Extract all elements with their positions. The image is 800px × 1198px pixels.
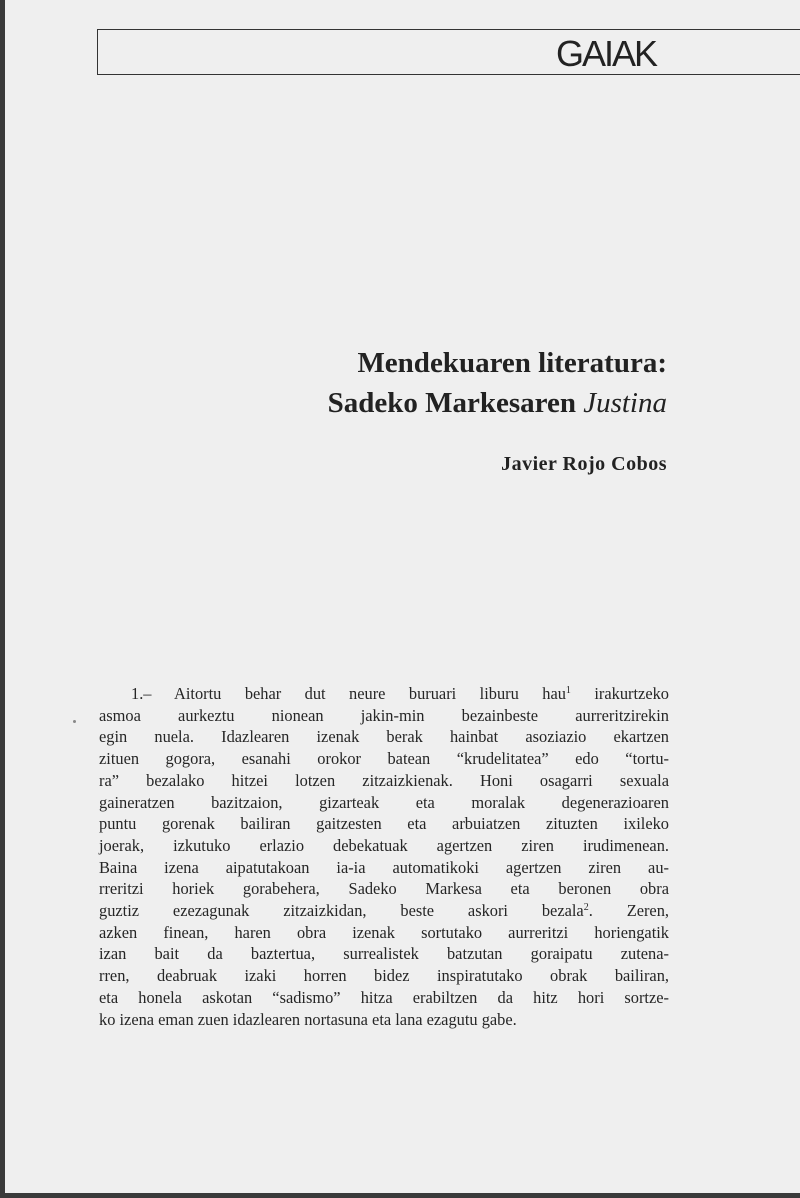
title-line-2 — [328, 383, 667, 423]
body-line — [99, 900, 669, 922]
footnote-marker: 2 — [583, 902, 589, 914]
body-line — [99, 705, 669, 727]
body-line — [99, 792, 669, 814]
section-label: GAIAK — [556, 33, 657, 74]
body-line-text: ra” bezalako hitzei lotzen zitzaizkienak. Honi osagarri sexuala — [99, 770, 669, 790]
body-line — [99, 683, 669, 705]
footnote-marker: 1 — [565, 685, 571, 696]
title-line-1: Mendekuaren literatura: — [357, 347, 667, 379]
body-line-text: ko izena eman zuen idazlearen nortasuna eta lana ezagutu gabe. — [99, 1009, 517, 1029]
body-line-text: puntu gorenak bailiran gaitzesten eta arbuiatzen zituzten ixileko — [99, 814, 669, 834]
article-title — [328, 343, 667, 423]
body-line — [99, 726, 669, 748]
body-line-text: asmoa aurkeztu nionean jakin-min bezainbeste aurreritzirekin — [99, 705, 669, 725]
body-line — [99, 748, 669, 770]
page-edge-left — [0, 0, 5, 1198]
body-line-text: rreritzi horiek gorabehera, Sadeko Markesa eta beronen obra — [99, 879, 669, 899]
body-line-text: zituen gogora, esanahi orokor batean “krudelitatea” edo “tortu- — [99, 749, 669, 769]
body-line — [99, 965, 669, 987]
body-line-text: eta honela askotan “sadismo” hitza erabiltzen da hitz hori sortze- — [99, 987, 669, 1007]
body-line-text: rren, deabruak izaki horren bidez inspiratutako obrak bailiran, — [99, 966, 669, 986]
body-line — [99, 878, 669, 900]
body-line-text: gaineratzen bazitzaion, gizarteak eta moralak degenerazioaren — [99, 792, 669, 812]
section-header-box — [97, 29, 800, 75]
page-edge-bottom — [0, 1193, 800, 1198]
body-line-text: joerak, izkutuko erlazio debekatuak agertzen ziren irudimenean. — [99, 835, 669, 855]
body-line-text: egin nuela. Idazlearen izenak berak hainbat asoziazio ekartzen — [99, 727, 669, 747]
body-line — [99, 1009, 669, 1031]
title-line-2-text: Sadeko Markesaren — [327, 387, 584, 419]
author-name: Javier Rojo Cobos — [501, 453, 667, 475]
body-line-text: azken finean, haren obra izenak sortutako aurreritzi horiengatik — [99, 922, 669, 942]
body-line-text-after: irakurtzeko — [570, 684, 669, 703]
body-line — [99, 813, 669, 835]
body-paragraph — [99, 683, 669, 1030]
body-line-text: Baina izena aipatutakoan ia-ia automatikoki agertzen ziren au- — [99, 857, 669, 877]
title-work-name: Justina — [583, 387, 667, 419]
body-line — [99, 922, 669, 944]
body-line — [99, 770, 669, 792]
body-line-text: izan bait da baztertua, surrealistek batzutan goraipatu zutena- — [99, 944, 669, 964]
margin-mark — [73, 720, 76, 723]
body-line — [99, 987, 669, 1009]
body-line — [99, 943, 669, 965]
body-line — [99, 857, 669, 879]
body-line-text-after: . Zeren, — [588, 901, 670, 921]
body-line-text: 1.– Aitortu behar dut neure buruari liburu hau — [131, 684, 566, 703]
body-line — [99, 835, 669, 857]
body-line-text: guztiz ezezagunak zitzaizkidan, beste askori bezala — [99, 901, 584, 921]
